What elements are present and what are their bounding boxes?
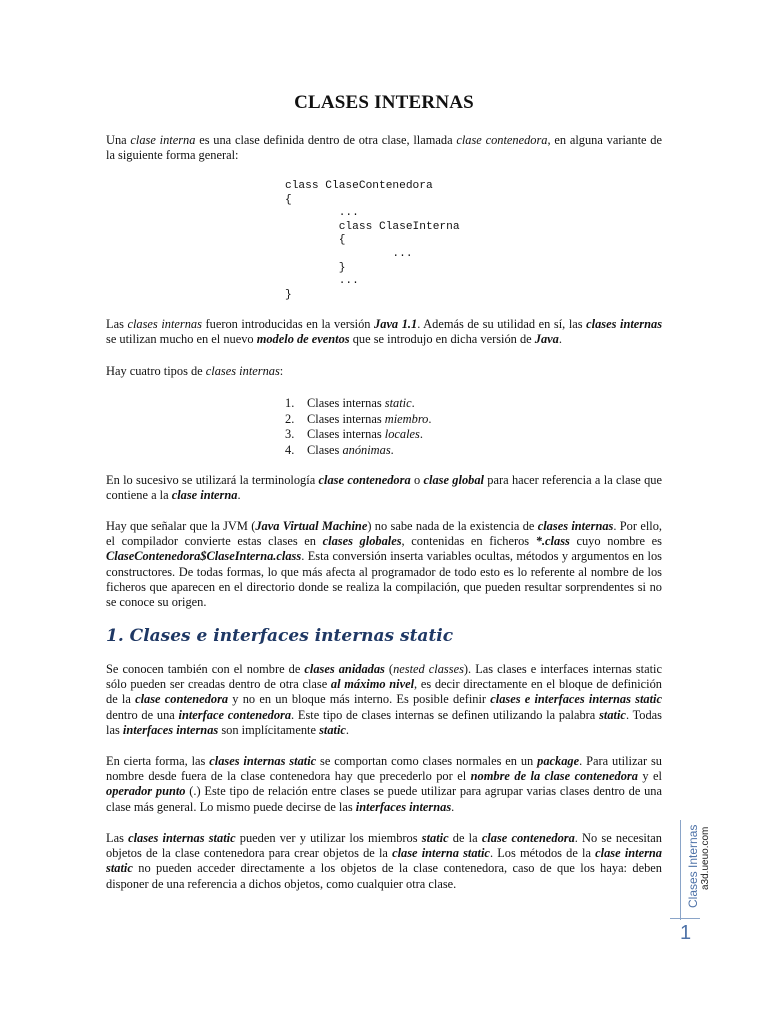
- emphasis-text: clase contenedora: [456, 133, 548, 147]
- body-text: ) no sabe nada de la existencia de: [367, 519, 538, 533]
- body-text: , en alguna variante de la siguiente forma general:: [106, 133, 662, 163]
- paragraph-jvm: [106, 519, 662, 610]
- emphasis-text: al máximo nivel: [330, 677, 415, 692]
- emphasis-text: clase interna static: [106, 846, 662, 876]
- paragraph-intro: [106, 133, 662, 163]
- body-text: Las: [106, 317, 128, 331]
- page-title: CLASES INTERNAS: [294, 92, 474, 113]
- paragraph-history: [106, 317, 662, 347]
- emphasis-text: clase contenedora: [318, 473, 411, 487]
- body-text: . Esta conversión inserta variables ocultas, métodos y argumentos en los constructores. De todas formas, lo que más afecta al programador de todo esto es lo referente al nombre de los ficheros que aparecen en el directorio donde se realiza la compilación, que pueden resultar sorprendentes si no se conoce su origen.: [106, 549, 662, 610]
- emphasis-text: Java Virtual Machine: [255, 519, 368, 533]
- emphasis-text: nombre de la clase contenedora: [470, 769, 638, 784]
- body-text: dentro de una: [106, 707, 179, 722]
- emphasis-text: *.class: [535, 534, 570, 549]
- body-text: fueron introducidas en la versión: [201, 317, 375, 331]
- types-list: [285, 396, 431, 458]
- body-text: .: [237, 488, 241, 503]
- emphasis-text: clases e interfaces internas static: [490, 692, 662, 707]
- paragraph-static-members: [106, 831, 662, 892]
- body-text: . No se necesitan objetos de la clase contenedora para crear objetos de la: [106, 831, 662, 861]
- body-text: . Por ello, el compilador convierte estas clases en: [106, 519, 662, 549]
- body-text: y el: [637, 769, 662, 784]
- emphasis-text: clases internas: [127, 317, 202, 331]
- body-text: .: [451, 799, 455, 814]
- emphasis-text: clase contenedora: [481, 831, 575, 845]
- body-text: son implícitamente: [218, 722, 320, 737]
- paragraph-nested: [106, 662, 662, 738]
- emphasis-text: package: [537, 754, 580, 768]
- list-text-end: .: [411, 396, 415, 410]
- body-text: . Todas las: [106, 707, 662, 737]
- emphasis-text: modelo de eventos: [256, 332, 350, 347]
- emphasis-text: clase interna: [130, 133, 196, 147]
- body-text: de la: [448, 831, 482, 845]
- sidebar-title: Clases Internas: [686, 824, 700, 908]
- emphasis-text: Java 1.1: [374, 317, 418, 331]
- body-text: ). Las clases e interfaces internas static sólo pueden ser creadas dentro de otra clase: [106, 662, 662, 692]
- list-text-emphasis: static: [384, 396, 412, 410]
- list-text-emphasis: locales: [384, 427, 420, 442]
- body-text: (.) Este tipo de relación entre clases se puede utilizar para agrupar varias clases dentro de una clase más general. Lo mismo puede decirse de las: [106, 784, 662, 814]
- section-heading: 1. Clases e interfaces internas static: [106, 626, 454, 646]
- body-text: Se conocen también con el nombre de: [106, 662, 305, 676]
- emphasis-text: interfaces internas: [355, 799, 452, 814]
- body-text: En lo sucesivo se utilizará la terminología: [106, 473, 319, 487]
- body-text: Una: [106, 133, 131, 147]
- list-text-end: .: [428, 411, 432, 426]
- emphasis-text: clases internas static: [128, 831, 236, 845]
- list-text: [307, 443, 394, 459]
- code-block: class ClaseContenedora { ... class ClaseInterna { ... } ... }: [285, 180, 460, 301]
- page-number: 1: [680, 922, 692, 944]
- emphasis-text: clase interna: [171, 488, 238, 503]
- list-text-end: .: [419, 427, 423, 442]
- list-number: 1.: [285, 396, 295, 410]
- body-text: . Además de su utilidad en sí, las: [417, 317, 587, 331]
- body-text: , contenidas en ficheros: [401, 534, 536, 549]
- body-text: se utilizan mucho en el nuevo: [106, 332, 257, 347]
- paragraph-terminology: [106, 473, 662, 503]
- list-text: [307, 427, 423, 443]
- list-text-plain: Clases internas: [307, 396, 385, 410]
- body-text: (: [384, 662, 394, 676]
- emphasis-text: clases internas: [205, 364, 280, 378]
- emphasis-text: Java: [534, 332, 559, 347]
- body-text: o: [410, 473, 424, 487]
- emphasis-text: clase contenedora: [135, 692, 229, 707]
- sidebar-site: a3d.ueuo.com: [700, 826, 711, 890]
- body-text: .: [558, 332, 562, 347]
- emphasis-text: operador punto: [106, 784, 186, 799]
- emphasis-text: static: [421, 831, 449, 845]
- body-text: y no en un bloque más interno. Es posible definir: [228, 692, 491, 707]
- body-text: :: [279, 364, 284, 378]
- body-text: Hay que señalar que la JVM (: [106, 519, 256, 533]
- paragraph-package: [106, 754, 662, 815]
- list-text-plain: Clases internas: [307, 427, 385, 442]
- emphasis-text: clases anidadas: [304, 662, 385, 676]
- body-text: , es decir directamente en el bloque de definición de la: [106, 677, 663, 707]
- body-text: pueden ver y utilizar los miembros: [235, 831, 422, 845]
- emphasis-text: clase interna static: [392, 846, 490, 861]
- emphasis-text: nested classes: [393, 662, 464, 676]
- sidebar-rule: [680, 820, 681, 920]
- page-number-rule: [670, 918, 700, 919]
- emphasis-text: interfaces internas: [122, 722, 219, 737]
- list-text: [307, 396, 415, 412]
- list-item: [285, 396, 431, 412]
- body-text: . Para utilizar su nombre desde fuera de la clase contenedora hay que precederlo por el: [106, 754, 662, 784]
- list-text-plain: Clases: [307, 442, 343, 457]
- body-text: para hacer referencia a la clase que contiene a la: [106, 473, 663, 503]
- body-text: . Los métodos de la: [489, 846, 596, 861]
- body-text: es una clase definida dentro de otra clase, llamada: [195, 133, 457, 147]
- emphasis-text: static: [319, 722, 346, 737]
- list-text-emphasis: miembro: [384, 411, 429, 426]
- list-number: 4.: [285, 442, 295, 457]
- body-text: Las: [106, 831, 129, 845]
- emphasis-text: static: [599, 707, 626, 722]
- emphasis-text: clase global: [423, 473, 484, 487]
- emphasis-text: clases globales: [322, 534, 402, 549]
- list-text: [307, 412, 431, 428]
- body-text: Hay cuatro tipos de: [106, 364, 206, 378]
- paragraph-types-intro: [106, 364, 662, 379]
- list-number: 3.: [285, 427, 295, 442]
- body-text: cuyo nombre es: [569, 534, 662, 549]
- list-item: [285, 412, 431, 428]
- list-item: [285, 443, 431, 459]
- emphasis-text: clases internas: [586, 317, 663, 331]
- list-text-end: .: [390, 442, 394, 457]
- emphasis-text: clases internas: [537, 519, 614, 533]
- emphasis-text: clases internas static: [209, 754, 317, 768]
- body-text: .: [345, 722, 350, 737]
- list-number: 2.: [285, 411, 295, 426]
- body-text: se comportan como clases normales en un: [316, 754, 538, 768]
- emphasis-text: interface contenedora: [178, 707, 292, 722]
- body-text: no pueden acceder directamente a los objetos de la clase contenedora, caso de que los haya: deben disponer de una referencia a dichos objetos, como cualquier otra clase.: [106, 861, 662, 891]
- list-text-emphasis: anónimas: [342, 442, 391, 457]
- list-text-plain: Clases internas: [307, 411, 385, 426]
- body-text: . Este tipo de clases internas se definen utilizando la palabra: [291, 707, 600, 722]
- body-text: que se introdujo en dicha versión de: [349, 332, 535, 347]
- emphasis-text: ClaseContenedora$ClaseInterna.class: [106, 549, 302, 564]
- list-item: [285, 427, 431, 443]
- body-text: En cierta forma, las: [106, 754, 210, 768]
